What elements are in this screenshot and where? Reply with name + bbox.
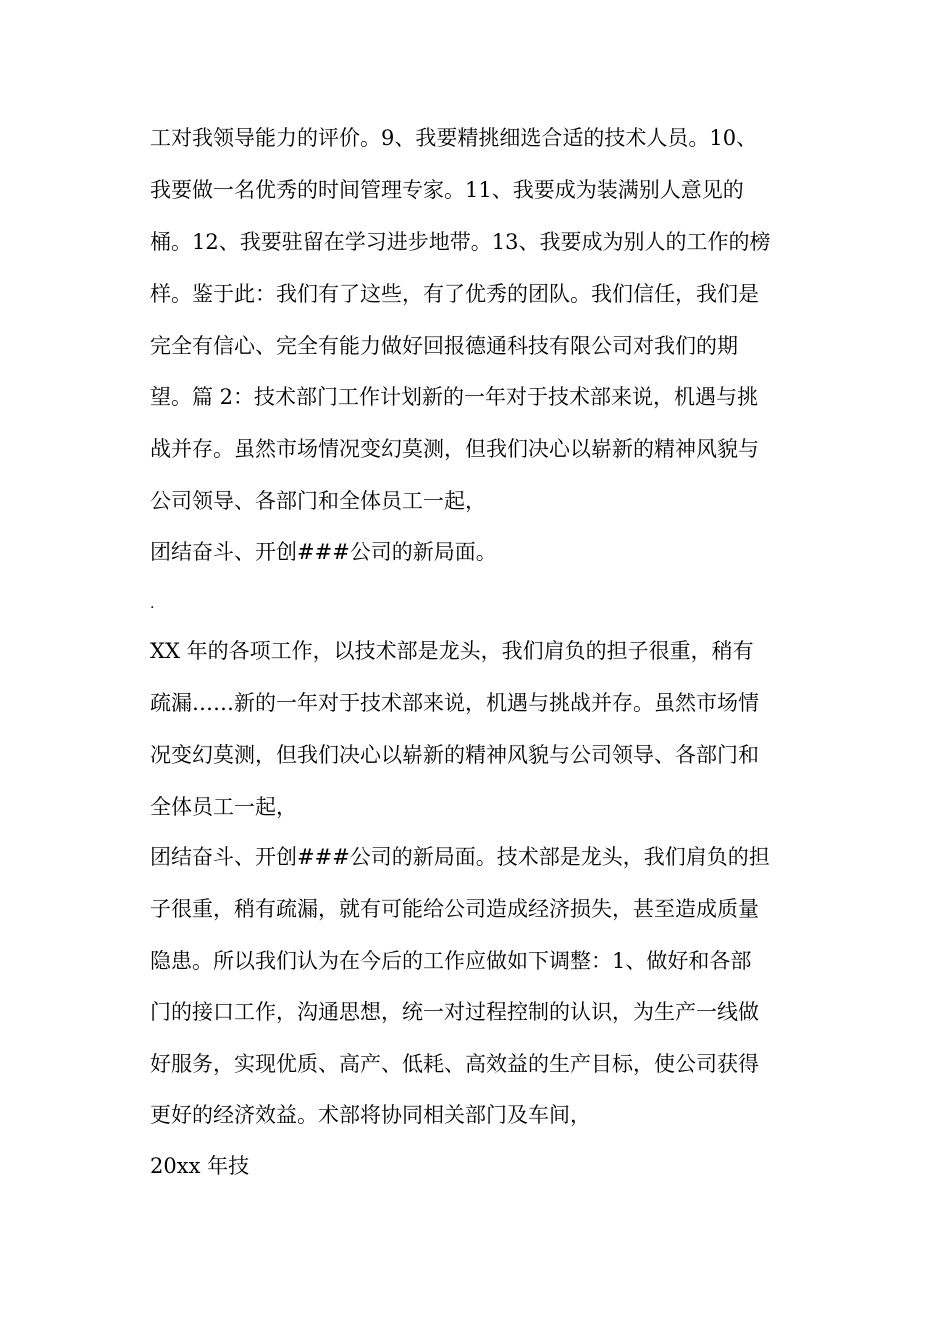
text-line-dot: . (150, 596, 155, 612)
text-line: 完全有信心、完全有能力做好回报德通科技有限公司对我们的期 (150, 334, 738, 358)
text-line: 望。篇 2：技术部门工作计划新的一年对于技术部来说，机遇与挑 (150, 385, 759, 409)
text-line: 更好的经济效益。术部将协同相关部门及车间， (150, 1103, 591, 1127)
text-line: 战并存。虽然市场情况变幻莫测，但我们决心以崭新的精神风貌与 (150, 437, 759, 461)
text-line: 样。鉴于此：我们有了这些，有了优秀的团队。我们信任，我们是 (150, 282, 759, 306)
text-line: 全体员工一起， (150, 795, 297, 819)
text-line: 工对我领导能力的评价。9、我要精挑细选合适的技术人员。10、 (150, 126, 758, 150)
text-line: 门的接口工作，沟通思想，统一对过程控制的认识，为生产一线做 (150, 1000, 759, 1024)
text-line: 好服务，实现优质、高产、低耗、高效益的生产目标，使公司获得 (150, 1052, 759, 1076)
text-line: 况变幻莫测，但我们决心以崭新的精神风貌与公司领导、各部门和 (150, 743, 759, 767)
text-line: 团结奋斗、开创###公司的新局面。技术部是龙头，我们肩负的担 (150, 845, 770, 869)
text-line: 桶。12、我要驻留在学习进步地带。13、我要成为别人的工作的榜 (150, 230, 771, 254)
text-line: 疏漏……新的一年对于技术部来说，机遇与挑战并存。虽然市场情 (150, 691, 759, 715)
text-line: 公司领导、各部门和全体员工一起， (150, 489, 486, 513)
text-line: 20xx 年技 (150, 1154, 250, 1178)
text-line: XX 年的各项工作，以技术部是龙头，我们肩负的担子很重，稍有 (150, 639, 754, 663)
text-line: 团结奋斗、开创###公司的新局面。 (150, 540, 497, 564)
text-line: 我要做一名优秀的时间管理专家。11、我要成为装满别人意见的 (150, 178, 744, 202)
text-line: 子很重，稍有疏漏，就有可能给公司造成经济损失，甚至造成质量 (150, 897, 759, 921)
text-line: 隐患。所以我们认为在今后的工作应做如下调整：1、做好和各部 (150, 949, 752, 973)
